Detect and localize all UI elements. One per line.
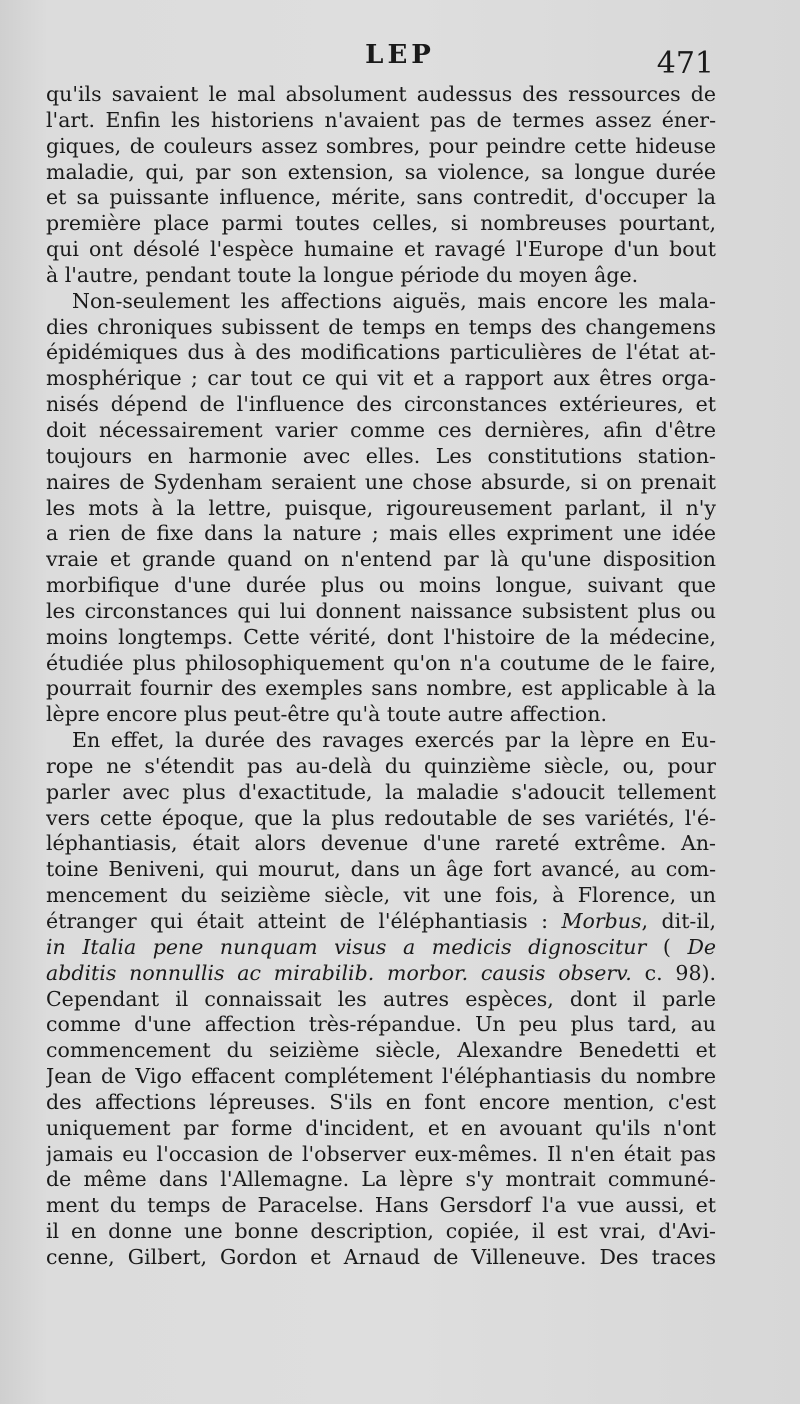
text-line: qu'ils savaient le mal absolument audessus des ressources de: [46, 82, 716, 106]
text-line: giques, de couleurs assez sombres, pour peindre cette hideuse: [46, 133, 716, 158]
text-line: morbifique d'une durée plus ou moins longue, suivant que: [46, 573, 716, 598]
text-line: il en donne une bonne description, copiée, il est vrai, d'Avi-: [46, 1219, 716, 1244]
italic-text: Morbus: [561, 909, 642, 933]
text-line: jamais eu l'occasion de l'observer eux-mêmes. Il n'en était pas: [46, 1141, 716, 1166]
text-line: pourrait fournir des exemples sans nombre, est applicable à la: [46, 676, 716, 701]
text-line: [46, 909, 716, 935]
text-line: Jean de Vigo effacent complétement l'éléphantiasis du nombre: [46, 1064, 716, 1089]
text-line: [46, 935, 716, 961]
italic-text: in Italia pene nunquam visus a medicis dignoscitur: [46, 934, 647, 959]
text-line: et sa puissante influence, mérite, sans contredit, d'occuper la: [46, 185, 716, 210]
text-line: uniquement par forme d'incident, et en avouant qu'ils n'ont: [46, 1115, 716, 1140]
text-line: qui ont désolé l'espèce humaine et ravagé l'Europe d'un bout: [46, 237, 716, 262]
text-line: première place parmi toutes celles, si nombreuses pourtant,: [46, 211, 716, 236]
text-line: les mots à la lettre, puisque, rigoureusement parlant, il n'y: [46, 495, 716, 520]
text-line: doit nécessairement varier comme ces dernières, afin d'être: [46, 417, 716, 442]
text-line: étudiée plus philosophiquement qu'on n'a coutume de le faire,: [46, 650, 716, 675]
text-line: à l'autre, pendant toute la longue période du moyen âge.: [46, 262, 639, 287]
text-line: En effet, la durée des ravages exercés par la lèpre en Eu-: [72, 728, 716, 753]
text-line: de même dans l'Allemagne. La lèpre s'y montrait communé-: [46, 1167, 716, 1192]
text-line: mencement du seizième siècle, vit une fois, à Florence, un: [46, 883, 716, 908]
text-line: vraie et grande quand on n'entend par là qu'une disposition: [46, 547, 716, 572]
text-line: les circonstances qui lui donnent naissance subsistent plus ou: [46, 598, 716, 623]
text-line: commencement du seizième siècle, Alexandre Benedetti et: [46, 1038, 716, 1063]
text-line: toujours en harmonie avec elles. Les constitutions station-: [46, 443, 716, 468]
text-line: [46, 961, 716, 987]
text-line: léphantiasis, était alors devenue d'une rareté extrême. An-: [46, 831, 716, 856]
text-line: moins longtemps. Cette vérité, dont l'histoire de la médecine,: [46, 624, 716, 649]
text-line: l'art. Enfin les historiens n'avaient pas de termes assez éner-: [46, 107, 716, 132]
text-segment: c. 98).: [631, 960, 716, 985]
body-text: [46, 82, 716, 1271]
text-line: a rien de fixe dans la nature ; mais elles expriment une idée: [46, 521, 716, 546]
text-line: lèpre encore plus peut-être qu'à toute autre affection.: [46, 702, 607, 727]
text-segment: (: [646, 934, 688, 959]
text-line: épidémiques dus à des modifications particulières de l'état at-: [46, 340, 716, 365]
text-line: parler avec plus d'exactitude, la maladie s'adoucit tellement: [46, 779, 716, 804]
text-line: cenne, Gilbert, Gordon et Arnaud de Villeneuve. Des traces: [46, 1244, 716, 1269]
text-line: toine Beniveni, qui mourut, dans un âge fort avancé, au com-: [46, 857, 716, 882]
text-line: dies chroniques subissent de temps en temps des changemens: [46, 314, 716, 339]
text-line: Cependant il connaissait les autres espèces, dont il parle: [46, 986, 716, 1011]
text-line: vers cette époque, que la plus redoutable de ses variétés, l'é-: [46, 805, 716, 830]
page-header: [0, 40, 800, 80]
page-number: 471: [656, 46, 714, 81]
italic-text: abditis nonnullis ac mirabilib. morbor. causis observ.: [46, 960, 632, 985]
text-line: rope ne s'étendit pas au-delà du quinzième siècle, ou, pour: [46, 753, 716, 778]
text-line: ment du temps de Paracelse. Hans Gersdorf l'a vue aussi, et: [46, 1193, 716, 1218]
text-line: naires de Sydenham seraient une chose absurde, si on prenait: [46, 469, 716, 494]
text-line: maladie, qui, par son extension, sa violence, sa longue durée: [46, 159, 716, 184]
text-line: Non-seulement les affections aiguës, mais encore les mala-: [72, 288, 716, 313]
running-head: LEP: [365, 40, 435, 70]
text-segment: étranger qui était atteint de l'éléphantiasis :: [46, 909, 562, 933]
text-segment: , dit-il,: [641, 909, 716, 933]
text-line: nisés dépend de l'influence des circonstances extérieures, et: [46, 392, 716, 417]
text-line: comme d'une affection très-répandue. Un peu plus tard, au: [46, 1012, 716, 1037]
italic-text: De: [687, 934, 716, 959]
text-line: mosphérique ; car tout ce qui vit et a rapport aux êtres orga-: [46, 366, 716, 391]
text-line: des affections lépreuses. S'ils en font encore mention, c'est: [46, 1089, 716, 1114]
